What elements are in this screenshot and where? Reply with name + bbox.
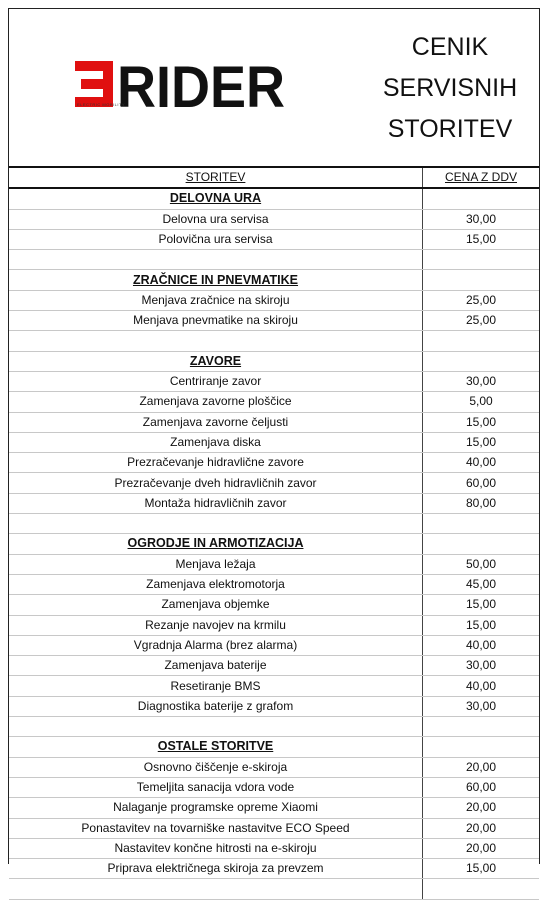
table-row [9, 656, 539, 676]
section-title: OSTALE STORITVE [9, 737, 423, 757]
blank-row [9, 879, 539, 899]
empty-cell [423, 879, 540, 899]
section-title: OGRODJE IN ARMOTIZACIJA [9, 534, 423, 554]
empty-cell [423, 270, 540, 290]
service-label: Prezračevanje hidravlične zavore [9, 453, 423, 473]
table-header-row [9, 167, 539, 188]
empty-cell [9, 250, 423, 270]
service-price: 30,00 [423, 696, 540, 716]
service-price: 15,00 [423, 432, 540, 452]
table-row [9, 453, 539, 473]
service-price: 30,00 [423, 209, 540, 229]
title-line-1: CENIK [411, 33, 489, 61]
column-header-service: STORITEV [9, 167, 423, 188]
service-price: 15,00 [423, 615, 540, 635]
table-row [9, 798, 539, 818]
blank-row [9, 250, 539, 270]
service-label: Zamenjava elektromotorja [9, 574, 423, 594]
service-label: Rezanje navojev na krmilu [9, 615, 423, 635]
service-price: 40,00 [423, 635, 540, 655]
table-row [9, 473, 539, 493]
service-price: 40,00 [423, 453, 540, 473]
table-row [9, 209, 539, 229]
empty-cell [9, 514, 423, 534]
table-row [9, 838, 539, 858]
service-label: Nalaganje programske opreme Xiaomi [9, 798, 423, 818]
empty-cell [9, 717, 423, 737]
table-row [9, 696, 539, 716]
empty-cell [423, 250, 540, 270]
section-header-row [9, 351, 539, 371]
service-price: 60,00 [423, 777, 540, 797]
service-label: Prezračevanje dveh hidravličnih zavor [9, 473, 423, 493]
section-title: ZAVORE [9, 351, 423, 371]
service-price: 15,00 [423, 229, 540, 249]
service-price: 15,00 [423, 859, 540, 879]
section-title: ZRAČNICE IN PNEVMATIKE [9, 270, 423, 290]
service-price: 20,00 [423, 798, 540, 818]
title-line-2: SERVISNIH [382, 74, 518, 102]
table-row [9, 777, 539, 797]
service-label: Polovična ura servisa [9, 229, 423, 249]
service-price: 40,00 [423, 676, 540, 696]
empty-cell [423, 188, 540, 209]
title-line-3: STORITEV [387, 115, 513, 143]
column-header-price: CENA Z DDV [423, 167, 540, 188]
logo-mark-icon [75, 61, 113, 107]
logo-subtext: ELECTRIC MOBILITY [77, 102, 126, 107]
service-label: Nastavitev končne hitrosti na e-skiroju [9, 838, 423, 858]
blank-row [9, 514, 539, 534]
service-price: 20,00 [423, 838, 540, 858]
service-label: Zamenjava baterije [9, 656, 423, 676]
service-label: Priprava električnega skiroja za prevzem [9, 859, 423, 879]
table-row [9, 412, 539, 432]
blank-row [9, 717, 539, 737]
table-row [9, 493, 539, 513]
section-header-row [9, 737, 539, 757]
service-label: Zamenjava diska [9, 432, 423, 452]
service-price: 45,00 [423, 574, 540, 594]
service-price: 30,00 [423, 371, 540, 391]
table-row [9, 311, 539, 331]
empty-cell [423, 351, 540, 371]
service-label: Resetiranje BMS [9, 676, 423, 696]
table-row [9, 574, 539, 594]
service-label: Montaža hidravličnih zavor [9, 493, 423, 513]
service-label: Menjava ležaja [9, 554, 423, 574]
service-price: 50,00 [423, 554, 540, 574]
service-price: 20,00 [423, 818, 540, 838]
empty-cell [423, 331, 540, 351]
table-row [9, 595, 539, 615]
empty-cell [423, 737, 540, 757]
table-row [9, 392, 539, 412]
service-price: 15,00 [423, 412, 540, 432]
service-label: Zamenjava objemke [9, 595, 423, 615]
service-price: 5,00 [423, 392, 540, 412]
empty-cell [423, 717, 540, 737]
empty-cell [9, 331, 423, 351]
service-price: 25,00 [423, 311, 540, 331]
table-row [9, 229, 539, 249]
empty-cell [423, 514, 540, 534]
table-row [9, 676, 539, 696]
section-header-row [9, 270, 539, 290]
header [9, 9, 539, 166]
service-label: Zamenjava zavorne čeljusti [9, 412, 423, 432]
service-price: 30,00 [423, 656, 540, 676]
service-label: Vgradnja Alarma (brez alarma) [9, 635, 423, 655]
service-label: Centriranje zavor [9, 371, 423, 391]
blank-row [9, 331, 539, 351]
service-label: Diagnostika baterije z grafom [9, 696, 423, 716]
table-row [9, 818, 539, 838]
service-price: 15,00 [423, 595, 540, 615]
service-price: 20,00 [423, 757, 540, 777]
service-label: Osnovno čiščenje e-skiroja [9, 757, 423, 777]
price-table [9, 166, 539, 900]
service-label: Delovna ura servisa [9, 209, 423, 229]
section-title: DELOVNA URA [9, 188, 423, 209]
service-label: Zamenjava zavorne ploščice [9, 392, 423, 412]
table-row [9, 432, 539, 452]
table-row [9, 371, 539, 391]
table-row [9, 757, 539, 777]
empty-cell [9, 879, 423, 899]
price-list-sheet [8, 8, 540, 876]
service-price: 80,00 [423, 493, 540, 513]
section-header-row [9, 534, 539, 554]
table-row [9, 859, 539, 879]
service-price: 60,00 [423, 473, 540, 493]
empty-cell [423, 534, 540, 554]
table-row [9, 615, 539, 635]
service-label: Ponastavitev na tovarniške nastavitve ECO Speed [9, 818, 423, 838]
table-row [9, 554, 539, 574]
logo-wordmark: RIDER [117, 57, 285, 111]
service-label: Menjava pnevmatike na skiroju [9, 311, 423, 331]
table-row [9, 290, 539, 310]
page-title [365, 27, 535, 150]
service-label: Temeljita sanacija vdora vode [9, 777, 423, 797]
service-label: Menjava zračnice na skiroju [9, 290, 423, 310]
section-header-row [9, 188, 539, 209]
service-price: 25,00 [423, 290, 540, 310]
table-row [9, 635, 539, 655]
